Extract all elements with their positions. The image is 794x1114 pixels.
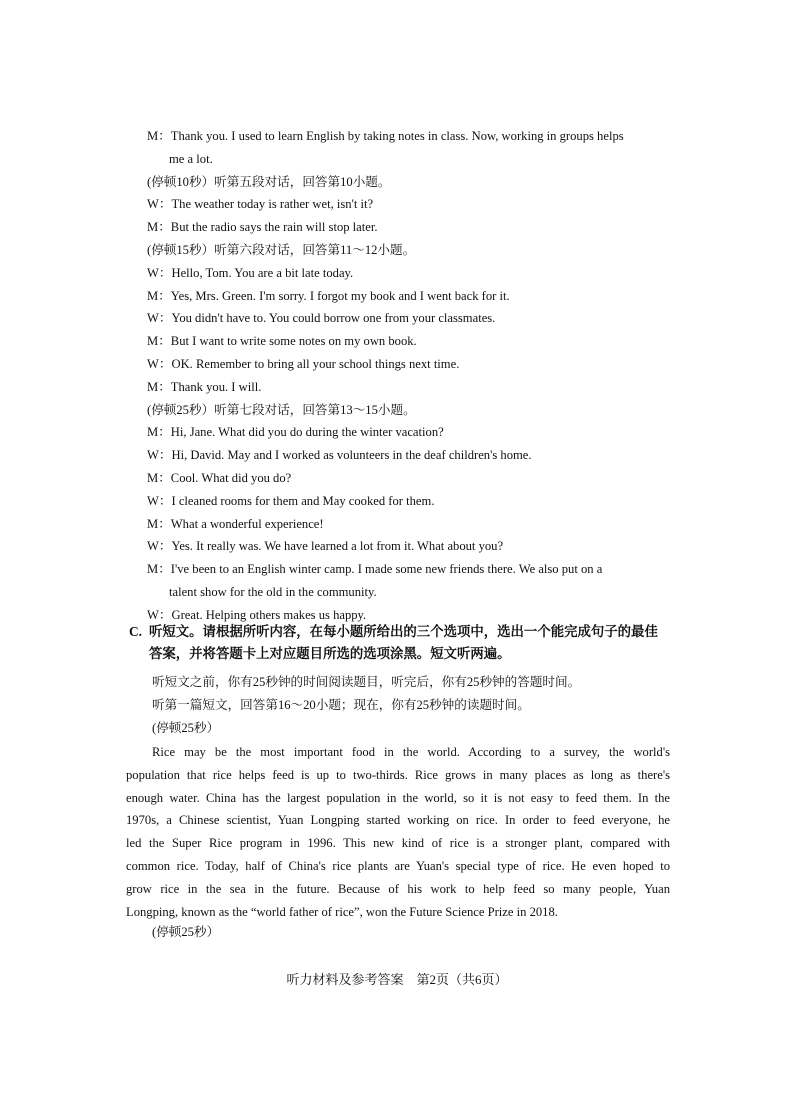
dialogue-text: Yes. It really was. We have learned a lot from it. What about you? [171,539,504,554]
pause-instruction: (停顿15秒）听第六段对话，回答第11～12小题。 [147,243,416,257]
dialogue-text: Hello, Tom. You are a bit late today. [171,265,354,280]
dialogue-line-continuation: talent show for the old in the community. [169,585,377,599]
speaker-label: W [147,493,159,508]
speaker-colon: ： [158,311,172,326]
speaker-label: W [147,539,159,554]
passage-line: Rice may be the most important food in the world. According to a survey, the world's [152,745,670,759]
speaker-colon: ： [158,288,171,303]
dialogue-line [147,127,671,145]
dialogue-text: I cleaned rooms for them and May cooked for them. [171,493,435,508]
speaker-label: M [147,334,159,349]
dialogue-text: Cool. What did you do? [170,471,292,485]
dialogue-line [147,492,671,510]
speaker-colon: ： [158,516,171,531]
speaker-label: W [147,311,159,326]
passage-line: 1970s, a Chinese scientist, Yuan Longping started working on rice. In order to feed everyone, he [126,813,670,828]
speaker-label: M [147,220,159,235]
speaker-label: W [147,607,159,622]
dialogue-line [147,515,671,533]
dialogue-text: Hi, David. May and I worked as volunteers in the deaf children's home. [171,448,532,463]
passage-line: enough water. China has the largest population in the world, so it is not easy to feed them. In the [126,790,670,805]
dialogue-line [147,469,671,487]
dialogue-text: Thank you. I will. [170,379,262,394]
dialogue-line [147,332,671,350]
speaker-colon: ： [158,425,171,440]
dialogue-line [147,195,671,213]
speaker-label: M [147,471,159,485]
dialogue-text: Hi, Jane. What did you do during the winter vacation? [170,425,444,440]
speaker-label: M [147,129,159,143]
page-footer: 听力材料及参考答案 第2页（共6页） [286,972,508,987]
dialogue-line [147,423,671,441]
speaker-label: M [147,288,159,303]
speaker-colon: ： [158,607,172,622]
speaker-label: M [147,425,159,440]
dialogue-line [147,287,671,305]
speaker-label: M [147,516,159,531]
passage-line: Longping, known as the “world father of rice”, won the Future Science Prize in 2018. [126,904,558,919]
speaker-colon: ： [158,539,172,554]
dialogue-text: Thank you. I used to learn English by taking notes in class. Now, working in groups helps [170,129,624,143]
speaker-colon: ： [158,197,172,212]
instruction-2: 听第一篇短文，回答第16～20小题；现在，你有25秒钟的读题时间。 [152,698,530,712]
speaker-colon: ： [158,357,172,371]
speaker-colon: ： [158,562,171,577]
dialogue-line [147,560,671,578]
dialogue-text: I've been to an English winter camp. I made some new friends there. We also put on a [170,562,603,577]
speaker-label: M [147,379,159,394]
passage-line: population that rice helps feed is up to two-thirds. Rice grows in many places as long as there's [126,767,670,782]
dialogue-line [147,378,671,396]
speaker-colon: ： [158,379,171,394]
passage-line: common rice. Today, half of China's rice plants are Yuan's special type of rice. He even hoped to [126,859,670,873]
speaker-colon: ： [158,220,171,235]
dialogue-line-continuation: me a lot. [169,151,213,166]
section-c-heading-line1: 听短文。请根据所听内容，在每小题所给出的三个选项中，选出一个能完成句子的最佳 [149,624,658,639]
speaker-colon: ： [158,493,172,508]
passage-line: led the Super Rice program in 1996. This new kind of rice is a stronger plant, compared with [126,836,670,851]
section-c-label: C. [129,624,143,639]
dialogue-text: Great. Helping others makes us happy. [171,607,367,622]
section-c-heading [129,621,674,665]
speaker-colon: ： [158,129,171,143]
dialogue-text: But I want to write some notes on my own book. [170,334,417,349]
section-c-heading-line2: 答案，并将答题卡上对应题目所选的选项涂黑。短文听两遍。 [149,646,511,661]
speaker-label: M [147,562,159,577]
dialogue-text: The weather today is rather wet, isn't it? [171,197,374,212]
dialogue-text: What a wonderful experience! [170,516,324,531]
dialogue-line [147,218,671,236]
passage-line: grow rice in the sea in the future. Because of his work to help feed so many people, Yuan [126,881,670,896]
dialogue-line [147,355,671,373]
speaker-colon: ： [158,334,171,349]
dialogue-text: OK. Remember to bring all your school things next time. [171,357,460,371]
speaker-colon: ： [158,265,172,280]
dialogue-line [147,264,671,282]
pause-note-2: (停顿25秒） [152,925,220,939]
speaker-label: W [147,357,159,371]
instruction-1: 听短文之前，你有25秒钟的时间阅读题目，听完后，你有25秒钟的答题时间。 [152,675,581,689]
dialogue-text: You didn't have to. You could borrow one from your classmates. [171,311,496,326]
dialogue-line [147,446,671,464]
pause-note-1: (停顿25秒） [152,721,220,735]
dialogue-line [147,309,671,327]
speaker-colon: ： [158,471,171,485]
speaker-colon: ： [158,448,172,463]
dialogue-text: Yes, Mrs. Green. I'm sorry. I forgot my book and I went back for it. [170,288,510,303]
dialogue-line [147,537,671,555]
speaker-label: W [147,197,159,212]
pause-instruction: (停顿25秒）听第七段对话，回答第13～15小题。 [147,402,416,417]
speaker-label: W [147,265,159,280]
dialogue-text: But the radio says the rain will stop later. [170,220,378,235]
pause-instruction: (停顿10秒）听第五段对话，回答第10小题。 [147,174,391,189]
speaker-label: W [147,448,159,463]
